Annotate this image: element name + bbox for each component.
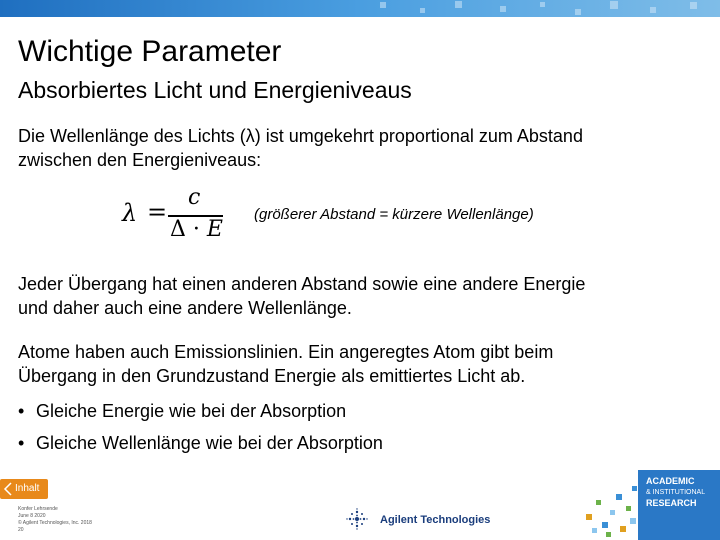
air-logo-text — [646, 476, 705, 509]
air-line-2: & INSTITUTIONAL — [646, 489, 706, 496]
meta-line-1: Konfer Lehrsende — [18, 506, 58, 512]
wavelength-formula — [122, 186, 232, 244]
formula-equals: = — [147, 198, 168, 226]
air-line-3: RESEARCH — [646, 498, 697, 508]
top-banner — [0, 0, 720, 17]
formula-denominator — [170, 217, 223, 242]
formula-numerator: c — [188, 185, 201, 210]
air-line-1: ACADEMIC — [646, 476, 695, 486]
transition-line-1: Jeder Übergang hat einen anderen Abstand sowie eine andere Energie — [18, 274, 586, 294]
inhalt-label: Inhalt — [15, 483, 40, 494]
meta-line-3: © Agilent Technologies, Inc. 2018 — [18, 520, 92, 526]
agilent-spark-icon — [346, 508, 368, 530]
emission-paragraph — [18, 340, 668, 388]
bullet-text: Gleiche Energie wie bei der Absorption — [36, 401, 347, 421]
emission-line-1: Atome haben auch Emissionslinien. Ein angeregtes Atom gibt beim — [18, 342, 554, 362]
bullet-item — [18, 432, 383, 454]
formula-delta: Δ — [170, 217, 186, 242]
formula-lambda: λ — [122, 199, 138, 227]
intro-line-1: Die Wellenlänge des Lichts (λ) ist umgekehrt proportional zum Abstand — [18, 126, 583, 146]
slide-subtitle: Absorbiertes Licht und Energieniveaus — [18, 77, 412, 103]
meta-line-4: 20 — [18, 527, 24, 533]
formula-dot: · — [192, 217, 200, 242]
emission-line-2: Übergang in den Grundzustand Energie als emittiertes Licht ab. — [18, 366, 526, 386]
bullet-dot-icon: • — [18, 433, 25, 453]
intro-paragraph — [18, 124, 668, 172]
meta-line-2: June 8 2020 — [18, 513, 46, 519]
transition-paragraph — [18, 272, 668, 320]
bullet-dot-icon: • — [18, 401, 25, 421]
slide-title: Wichtige Parameter — [18, 35, 282, 68]
agilent-brand-name: Agilent Technologies — [380, 514, 491, 526]
bullet-item — [18, 400, 346, 422]
transition-line-2: und daher auch eine andere Wellenlänge. — [18, 298, 352, 318]
inhalt-nav-button[interactable] — [0, 479, 48, 499]
formula-note: (größerer Abstand = kürzere Wellenlänge) — [254, 206, 534, 223]
footer-meta — [18, 506, 92, 534]
bullet-text: Gleiche Wellenlänge wie bei der Absorption — [36, 433, 383, 453]
back-arrow-icon — [3, 482, 13, 496]
intro-line-2: zwischen den Energieniveaus: — [18, 150, 262, 170]
formula-energy: E — [206, 217, 223, 242]
